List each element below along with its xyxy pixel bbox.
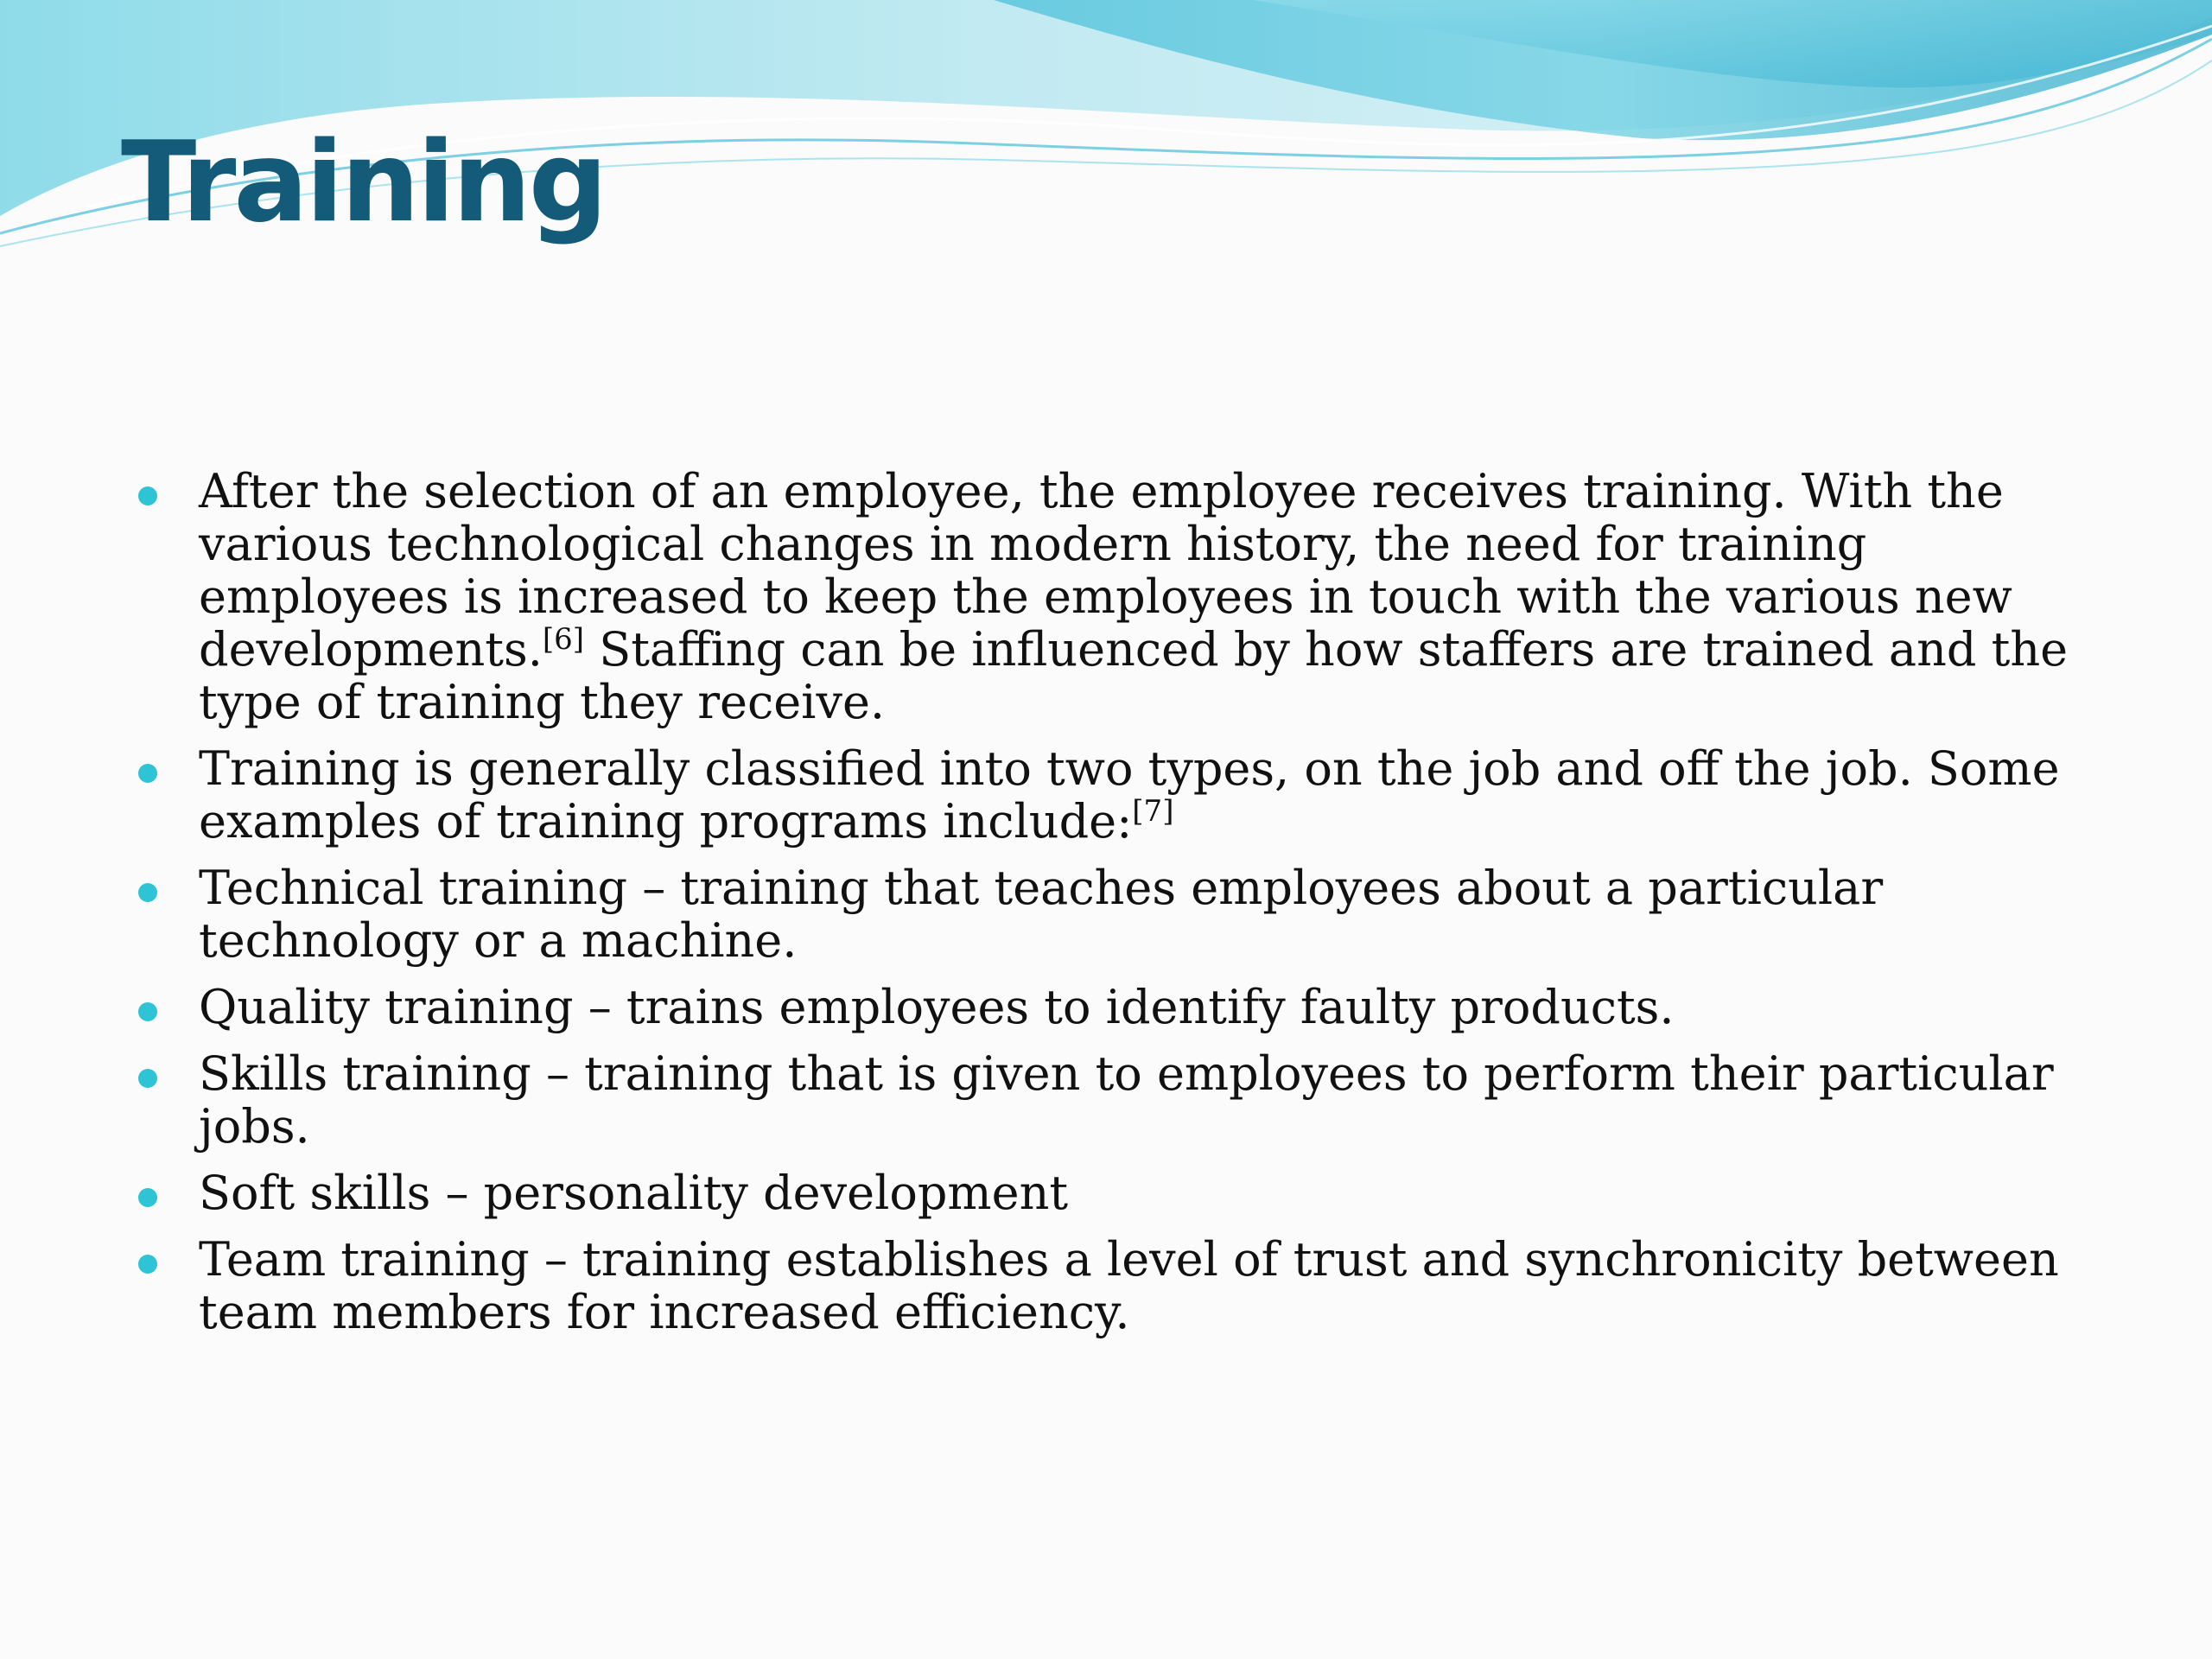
bullet-item [130,742,2082,848]
bullet-text: Skills training – training that is given to employees to perform their particular jobs. [199,1046,2054,1154]
bullet-dot-icon [138,1069,157,1088]
bullet-text: Training is generally classified into two types, on the job and off the job. Some examples of training programs include: [199,741,2060,849]
bullet-item [130,1047,2082,1153]
bullet-dot-icon [138,883,157,902]
bullet-item [130,1233,2082,1338]
citation-ref: [7] [1132,794,1174,829]
bullet-dot-icon [138,764,157,783]
citation-ref: [6] [542,622,585,657]
bullet-item [130,465,2082,728]
bullet-dot-icon [138,486,157,505]
bullet-item [130,861,2082,967]
bullet-text: After the selection of an employee, the employee receives training. With the various technological changes in modern history, the need for training employees is increased to keep the employees in touch with the various new developments. [199,464,2012,677]
bullet-dot-icon [138,1002,157,1021]
bullet-text: Quality training – trains employees to identify faulty products. [199,980,1675,1034]
bullet-text: Soft skills – personality development [199,1166,1069,1220]
slide-title: Training [121,118,606,247]
bullet-dot-icon [138,1188,157,1207]
bullet-list [130,465,2082,1352]
bullet-item [130,1166,2082,1219]
bullet-text: Team training – training establishes a level of trust and synchronicity between team members for increased efficiency. [199,1232,2059,1339]
bullet-dot-icon [138,1255,157,1274]
bullet-item [130,981,2082,1033]
bullet-text: Technical training – training that teaches employees about a particular technology or a machine. [199,861,1884,968]
bullet-text-continued: Staffing can be influenced by how staffers are trained and the type of training they receive. [199,622,2069,729]
